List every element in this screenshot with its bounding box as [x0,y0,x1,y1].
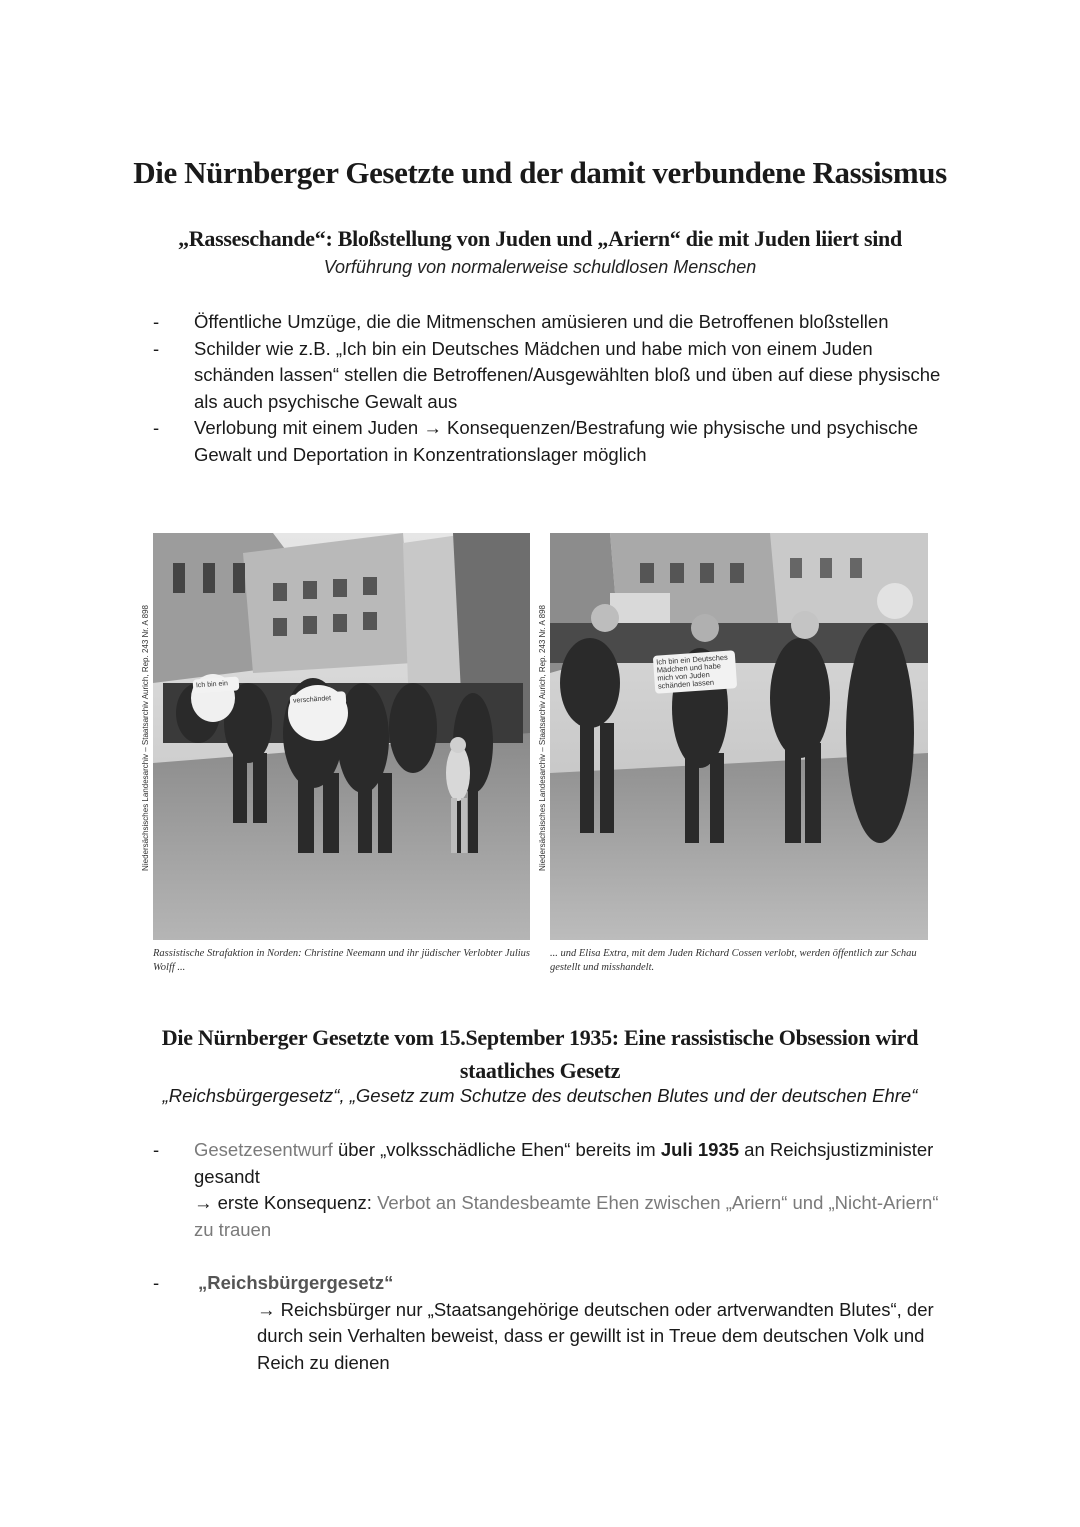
bullet-text: über „volksschädliche Ehen“ bereits im [332,1139,661,1160]
bullet-consequence-text: Verbot an Standesbeamte Ehen zwischen „Ariern“ und „Nicht-Ariern“ zu trauen [194,1192,939,1240]
bullet-subtext: → Reichsbürger nur „Staatsangehörige deutschen oder artverwandten Blutes“, der durch sein Verhalten beweist, dass er gewillt ist in Treue dem deutschen Volk und Reich zu dienen [257,1298,934,1373]
section1-subheading: Vorführung von normalerweise schuldlosen Menschen [323,257,757,277]
photo-caption-right: ... und Elisa Extra, mit dem Juden Richard Cossen verlobt, werden öffentlich zur Schau gestellt und misshandelt. [550,948,917,973]
section2-bullet-list [150,1137,950,1243]
bullet-item: - Verlobung mit einem Juden → Konsequenzen/Bestrafung wie physische und psychische Gewalt und Deportation in Konzentrationslager möglich [153,417,918,465]
protest-sign-left-a: Ich bin ein [193,676,240,693]
bullet-consequence-label: → erste Konsequenz: [194,1192,378,1213]
bullet-text: an Reichsjustizminister gesandt [194,1139,934,1187]
photo-caption-left: Rassistische Strafaktion in Norden: Christine Neemann und ihr jüdischer Verlobter Julius Wolff ... [153,948,531,973]
bullet-item: - „Reichsbürgergesetz“ [153,1272,394,1293]
bullet-title: „Reichsbürgergesetz“ [198,1272,394,1293]
bullet-item: - Öffentliche Umzüge, die die Mitmenschen amüsieren und die Betroffenen bloßstellen [153,311,889,332]
section2-subheading: „Reichsbürgergesetz“, „Gesetz zum Schutze des deutschen Blutes und der deutschen Ehre“ [162,1085,918,1106]
bullet-item: - Gesetzesentwurf über „volksschädliche Ehen“ bereits im Juli 1935 an Reichsjustizminister gesandt → erste Konsequenz: Verbot an Standesbeamte Ehen zwischen „Ariern“ und „Nicht-Ariern“ zu trauen [153,1139,939,1240]
page-title: Die Nürnberger Gesetzte und der damit verbundene Rassismus [133,155,947,190]
photo-right [550,533,928,940]
section2-heading [0,1021,1080,1087]
photo-left-image [153,533,530,940]
protest-sign-right: Ich bin ein Deutsches Mädchen und habe mich von Juden schänden lassen [653,650,737,694]
photo-credit-left: Niedersächsisches Landesarchiv – Staatsarchiv Aurich, Rep. 243 Nr. A 898 [140,604,150,871]
bullet-text: Schilder wie z.B. „Ich bin ein Deutsches Mädchen und habe mich von einem Juden schänden lassen“ stellen die Betroffenen/Ausgewählten bloß und üben auf diese physische als auch psychische Gewalt aus [194,337,941,412]
photo-right-image [550,533,928,940]
protest-sign-left-b: verschändet [290,691,347,709]
section2-heading-line1: Die Nürnberger Gesetzte vom 15.September 1935: Eine rassistische Obsession wird [161,1025,919,1050]
section2-bullet-list-2 [150,1270,950,1376]
bullet-grey-term: Gesetzesentwurf [194,1139,333,1160]
section1-bullet-list [150,309,950,468]
section2-heading-line2: staatliches Gesetz [459,1058,621,1083]
photo-left [153,533,530,940]
bullet-date: Juli 1935 [660,1139,740,1160]
bullet-text: Verlobung mit einem Juden → Konsequenzen/Bestrafung wie physische und psychische Gewalt und Deportation in Konzentrationslager möglich [194,417,918,465]
bullet-text: Öffentliche Umzüge, die die Mitmenschen amüsieren und die Betroffenen bloßstellen [194,311,889,332]
photo-credit-right: Niedersächsisches Landesarchiv – Staatsarchiv Aurich, Rep. 243 Nr. A 898 [537,604,547,871]
section1-heading: „Rasseschande“: Bloßstellung von Juden und „Ariern“ die mit Juden liiert sind [178,226,902,251]
bullet-item: - Schilder wie z.B. „Ich bin ein Deutsches Mädchen und habe mich von einem Juden schänden lassen“ stellen die Betroffenen/Ausgewählten bloß und üben auf diese physische als auch psychische Gewalt aus [153,337,941,412]
